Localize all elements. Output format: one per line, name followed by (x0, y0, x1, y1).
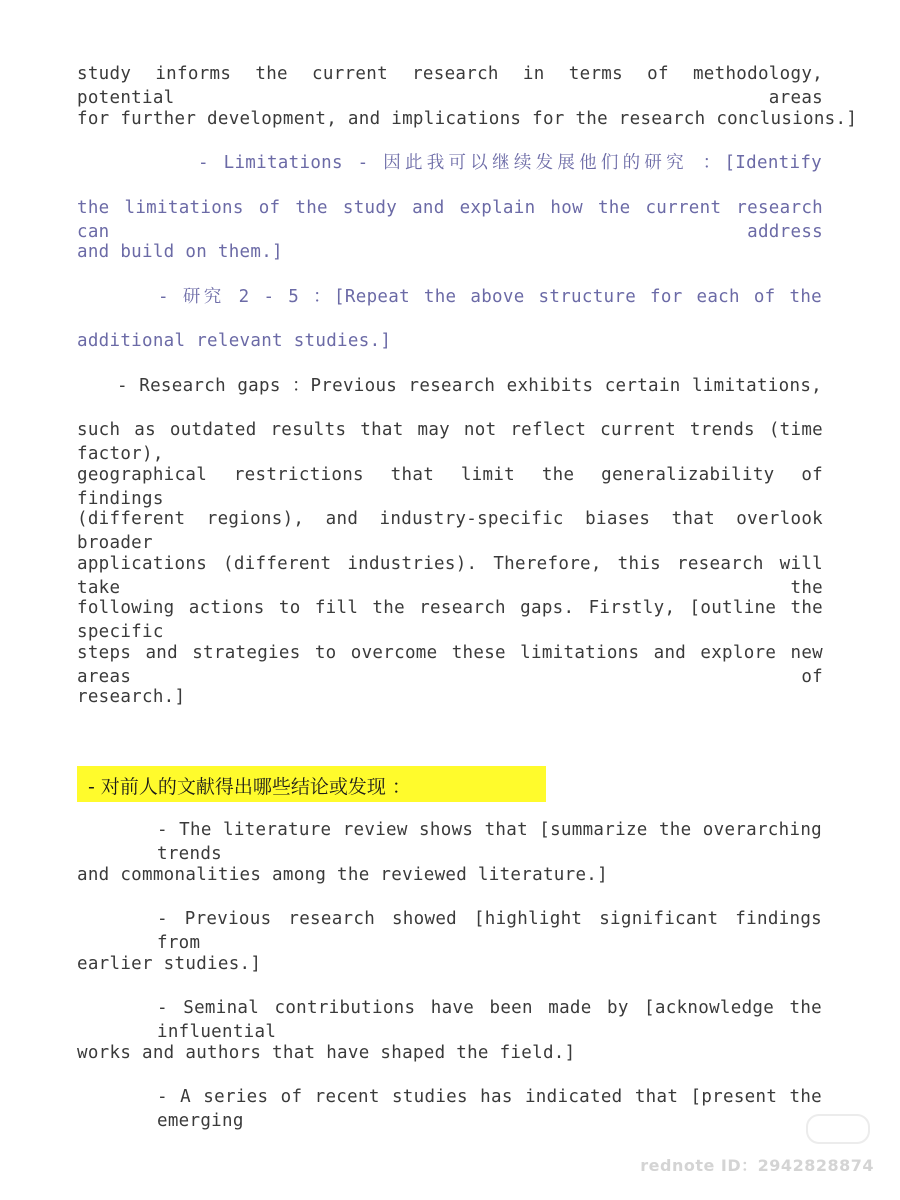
text-line: steps and strategies to overcome these limitations and explore new areas of (77, 643, 823, 687)
text-line: - The literature review shows that [summarize the overarching trends (157, 820, 822, 864)
text-line: - A series of recent studies has indicated that [present the emerging (157, 1087, 822, 1131)
text-line: earlier studies.] (77, 954, 262, 974)
text-line: such as outdated results that may not reflect current trends (time factor), (77, 420, 823, 464)
research-gaps-line: - Research gaps ：Previous research exhibits certain limitations, (117, 376, 822, 396)
text-line: works and authors that have shaped the field.] (77, 1043, 576, 1063)
text-line: applications (different industries). Therefore, this research will take the (77, 554, 823, 598)
limitations-line: - Limitations - 因此我可以继续发展他们的研究 ：[Identify (198, 153, 822, 173)
text-line: the limitations of the study and explain how the current research can address (77, 198, 823, 242)
text-line: for further development, and implications for the research conclusions.] (77, 109, 858, 129)
text-line: - Seminal contributions have been made by [acknowledge the influential (157, 998, 822, 1042)
text-line: (different regions), and industry-specific biases that overlook broader (77, 509, 823, 553)
text-line: and commonalities among the reviewed literature.] (77, 865, 608, 885)
watermark-logo (806, 1114, 870, 1144)
text-line: study informs the current research in terms of methodology, potential areas (77, 64, 823, 108)
text-line: - Previous research showed [highlight significant findings from (157, 909, 822, 953)
text-line: following actions to fill the research gaps. Firstly, [outline the specific (77, 598, 823, 642)
text-line: additional relevant studies.] (77, 331, 392, 351)
studies-2-5-line: - 研究 2 - 5 ：[Repeat the above structure for each of the (158, 287, 822, 307)
watermark-text: rednote ID：2942828874 (640, 1156, 874, 1175)
text-line: geographical restrictions that limit the generalizability of findings (77, 465, 823, 509)
text-line: research.] (77, 687, 186, 707)
section-heading: - 对前人的文献得出哪些结论或发现 ： (88, 776, 411, 798)
text-line: and build on them.] (77, 242, 283, 262)
